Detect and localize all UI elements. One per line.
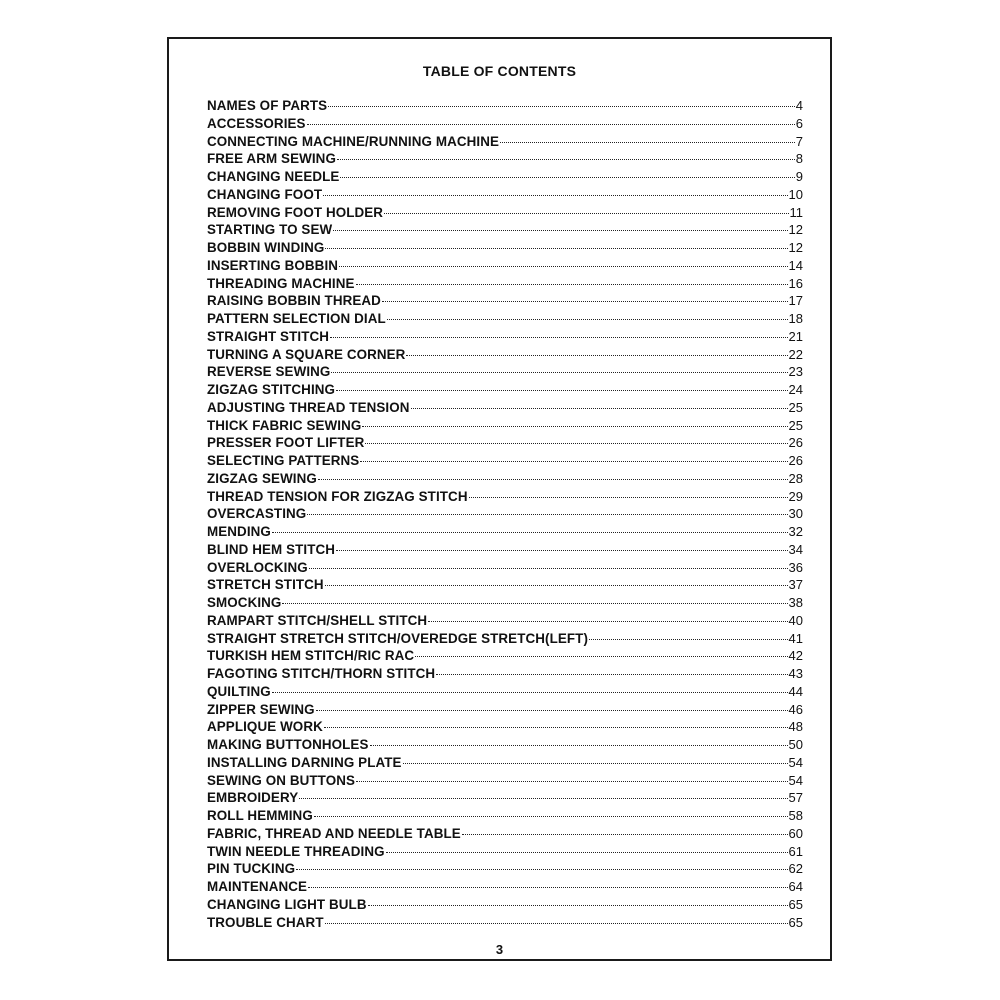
toc-entry-title: MAINTENANCE — [207, 879, 308, 894]
toc-entry — [207, 150, 803, 168]
dot-leader — [368, 905, 788, 906]
toc-entry-page: 12 — [788, 222, 803, 238]
toc-entry — [207, 381, 803, 399]
dot-leader — [365, 443, 787, 444]
toc-entry-title: STRETCH STITCH — [207, 577, 324, 593]
toc-entry — [207, 612, 803, 630]
toc-entry — [207, 204, 803, 222]
toc-entry-title: CHANGING LIGHT BULB — [207, 896, 367, 912]
toc-entry-title: ROLL HEMMING — [207, 808, 313, 823]
toc-entry — [207, 647, 803, 665]
toc-entry — [207, 97, 803, 115]
toc-entry — [207, 736, 803, 754]
toc-entry — [207, 257, 803, 275]
toc-entry-title: STARTING TO SEW — [207, 222, 333, 238]
dot-leader — [339, 266, 787, 267]
dot-leader — [325, 585, 788, 586]
dot-leader — [356, 781, 788, 782]
toc-entry — [207, 914, 803, 932]
toc-entry — [207, 292, 803, 310]
toc-entry-title: PRESSER FOOT LIFTER — [207, 435, 365, 451]
toc-entry — [207, 399, 803, 417]
toc-entry — [207, 470, 803, 488]
toc-entry-page: 10 — [788, 186, 803, 202]
toc-entry — [207, 896, 803, 914]
toc-entry-page: 6 — [795, 115, 803, 131]
toc-entry-title: STRAIGHT STRETCH STITCH/OVEREDGE STRETCH(LEFT) — [207, 630, 589, 646]
dot-leader — [462, 834, 788, 835]
toc-entry-page: 9 — [795, 169, 803, 184]
toc-entry-title: THREAD TENSION FOR ZIGZAG STITCH — [207, 488, 468, 504]
dot-leader — [325, 248, 787, 249]
toc-entry — [207, 789, 803, 807]
dot-leader — [337, 159, 795, 160]
dot-leader — [500, 142, 795, 143]
dot-leader — [272, 692, 788, 693]
dot-leader — [328, 106, 795, 107]
toc-entry-title: MAKING BUTTONHOLES — [207, 737, 369, 752]
toc-entry — [207, 346, 803, 364]
dot-leader — [428, 621, 787, 622]
toc-entry-title: CHANGING NEEDLE — [207, 169, 340, 184]
dot-leader — [309, 568, 788, 569]
toc-entry-page: 54 — [788, 754, 803, 770]
dot-leader — [316, 710, 788, 711]
dot-leader — [386, 852, 788, 853]
dot-leader — [340, 177, 794, 178]
toc-entry-page: 50 — [788, 737, 803, 752]
toc-entry-title: OVERCASTING — [207, 506, 307, 522]
toc-entry-title: ZIPPER SEWING — [207, 701, 315, 717]
toc-entry-page: 28 — [788, 470, 803, 486]
dot-leader — [318, 479, 788, 480]
toc-entry-page: 8 — [795, 151, 803, 167]
toc-entry — [207, 807, 803, 825]
toc-entry — [207, 878, 803, 896]
toc-entry-page: 37 — [788, 577, 803, 593]
toc-entry-page: 23 — [788, 364, 803, 380]
dot-leader — [299, 798, 787, 799]
dot-leader — [406, 355, 787, 356]
dot-leader — [469, 497, 788, 498]
toc-entry-page: 40 — [788, 612, 803, 628]
dot-leader — [330, 337, 788, 338]
toc-entry-page: 57 — [788, 790, 803, 806]
dot-leader — [282, 603, 787, 604]
dot-leader — [362, 426, 787, 427]
toc-entry-title: FABRIC, THREAD AND NEEDLE TABLE — [207, 825, 461, 841]
dot-leader — [360, 461, 787, 462]
toc-entry-title: REVERSE SEWING — [207, 364, 331, 380]
toc-entry-title: REMOVING FOOT HOLDER — [207, 204, 384, 220]
toc-entry — [207, 683, 803, 701]
toc-entry-page: 60 — [788, 825, 803, 841]
toc-entry-page: 32 — [788, 524, 803, 539]
toc-entry — [207, 452, 803, 470]
toc-entry — [207, 221, 803, 239]
toc-entry — [207, 860, 803, 878]
toc-entry-title: INSERTING BOBBIN — [207, 257, 339, 273]
toc-entry — [207, 541, 803, 559]
dot-leader — [336, 550, 787, 551]
toc-entry-page: 62 — [788, 861, 803, 877]
toc-heading: TABLE OF CONTENTS — [422, 63, 577, 79]
toc-entry-title: RAISING BOBBIN THREAD — [207, 293, 381, 309]
dot-leader — [323, 195, 787, 196]
toc-entry-page: 4 — [795, 98, 803, 113]
toc-entry-page: 11 — [789, 204, 803, 220]
dot-leader — [356, 284, 788, 285]
toc-entry-page: 30 — [788, 506, 803, 522]
toc-entry — [207, 772, 803, 790]
dot-leader — [403, 763, 788, 764]
toc-entry — [207, 417, 803, 435]
toc-entry-page: 54 — [788, 772, 803, 788]
toc-entry-page: 61 — [788, 843, 803, 859]
toc-entry-page: 43 — [788, 666, 803, 681]
toc-entry-page: 12 — [788, 240, 803, 255]
toc-entry — [207, 701, 803, 719]
toc-entry-title: BLIND HEM STITCH — [207, 541, 336, 557]
toc-entry — [207, 754, 803, 772]
toc-entry-title: PIN TUCKING — [207, 861, 296, 877]
toc-entry — [207, 434, 803, 452]
toc-entry-page: 16 — [788, 275, 803, 291]
toc-entry — [207, 239, 803, 257]
toc-entry — [207, 505, 803, 523]
toc-entry — [207, 328, 803, 346]
toc-entry-page: 7 — [795, 133, 803, 149]
toc-entry-page: 65 — [788, 914, 803, 930]
toc-entry-page: 29 — [788, 488, 803, 504]
dot-leader — [336, 390, 787, 391]
dot-leader — [382, 301, 788, 302]
toc-entry-title: ZIGZAG STITCHING — [207, 382, 336, 397]
toc-entry-title: OVERLOCKING — [207, 559, 308, 575]
toc-entry-page: 65 — [788, 896, 803, 912]
toc-entry-title: FREE ARM SEWING — [207, 151, 336, 167]
toc-entry — [207, 310, 803, 328]
toc-entry-page: 25 — [788, 399, 803, 415]
dot-leader — [307, 124, 795, 125]
toc-entry-title: CHANGING FOOT — [207, 186, 323, 202]
toc-entry — [207, 559, 803, 577]
toc-entry-title: TURKISH HEM STITCH/RIC RAC — [207, 648, 415, 664]
toc-entry-title: PATTERN SELECTION DIAL — [207, 311, 386, 326]
toc-entry-page: 58 — [788, 808, 803, 823]
toc-entry-page: 42 — [788, 648, 803, 664]
toc-entry — [207, 718, 803, 736]
toc-entry-page: 41 — [788, 630, 803, 646]
toc-entry-page: 26 — [788, 453, 803, 468]
toc-entry-title: INSTALLING DARNING PLATE — [207, 754, 402, 770]
dot-leader — [384, 213, 788, 214]
toc-entry-title: SMOCKING — [207, 595, 282, 610]
toc-entry — [207, 523, 803, 541]
toc-entry-page: 17 — [788, 293, 803, 309]
toc-entry-title: ZIGZAG SEWING — [207, 470, 317, 486]
toc-entry — [207, 168, 803, 186]
toc-entry — [207, 488, 803, 506]
toc-entry — [207, 115, 803, 133]
toc-entry-page: 25 — [788, 417, 803, 433]
toc-entry-title: NAMES OF PARTS — [207, 98, 328, 113]
dot-leader — [325, 923, 788, 924]
dot-leader — [296, 869, 787, 870]
toc-entry-page: 44 — [788, 683, 803, 699]
toc-entry-title: MENDING — [207, 524, 271, 539]
dot-leader — [333, 230, 787, 231]
toc-entry — [207, 665, 803, 683]
toc-entry-title: APPLIQUE WORK — [207, 719, 323, 735]
toc-entry-title: THREADING MACHINE — [207, 275, 355, 291]
toc-entry — [207, 594, 803, 612]
toc-entry-page: 14 — [788, 257, 803, 273]
toc-entry-title: RAMPART STITCH/SHELL STITCH — [207, 612, 428, 628]
dot-leader — [436, 674, 787, 675]
dot-leader — [324, 727, 788, 728]
toc-entry — [207, 133, 803, 151]
toc-entry-page: 18 — [788, 311, 803, 326]
toc-entry — [207, 275, 803, 293]
toc-entry-page: 64 — [788, 879, 803, 894]
dot-leader — [370, 745, 788, 746]
dot-leader — [411, 408, 788, 409]
dot-leader — [308, 887, 787, 888]
dot-leader — [589, 639, 788, 640]
toc-entry-title: ACCESSORIES — [207, 115, 306, 131]
toc-list — [207, 97, 803, 931]
toc-entry-page: 38 — [788, 595, 803, 610]
dot-leader — [307, 514, 787, 515]
toc-entry-page: 24 — [788, 382, 803, 397]
toc-entry-page: 22 — [788, 346, 803, 362]
dot-leader — [314, 816, 788, 817]
toc-entry-title: STRAIGHT STITCH — [207, 328, 330, 344]
dot-leader — [331, 372, 787, 373]
toc-entry-title: QUILTING — [207, 683, 271, 699]
toc-entry — [207, 576, 803, 594]
dot-leader — [272, 532, 788, 533]
toc-entry-title: SEWING ON BUTTONS — [207, 772, 356, 788]
toc-entry-page: 48 — [788, 719, 803, 735]
toc-entry — [207, 825, 803, 843]
toc-entry-title: TROUBLE CHART — [207, 914, 324, 930]
dot-leader — [415, 656, 787, 657]
dot-leader — [387, 319, 788, 320]
toc-entry-title: TWIN NEEDLE THREADING — [207, 843, 385, 859]
page-number: 3 — [495, 942, 504, 957]
toc-entry-title: CONNECTING MACHINE/RUNNING MACHINE — [207, 133, 500, 149]
toc-entry-page: 26 — [788, 435, 803, 451]
document-page — [167, 37, 832, 961]
toc-entry-title: EMBROIDERY — [207, 790, 299, 806]
toc-entry-title: ADJUSTING THREAD TENSION — [207, 399, 410, 415]
toc-entry — [207, 630, 803, 648]
toc-entry — [207, 363, 803, 381]
toc-entry-title: FAGOTING STITCH/THORN STITCH — [207, 666, 436, 681]
toc-entry — [207, 186, 803, 204]
toc-entry-title: SELECTING PATTERNS — [207, 453, 360, 468]
toc-entry-page: 34 — [788, 541, 803, 557]
toc-entry-page: 46 — [788, 701, 803, 717]
toc-entry-title: THICK FABRIC SEWING — [207, 417, 362, 433]
toc-entry — [207, 843, 803, 861]
toc-entry-title: BOBBIN WINDING — [207, 240, 325, 255]
toc-entry-page: 21 — [788, 328, 803, 344]
toc-entry-page: 36 — [788, 559, 803, 575]
toc-entry-title: TURNING A SQUARE CORNER — [207, 346, 406, 362]
